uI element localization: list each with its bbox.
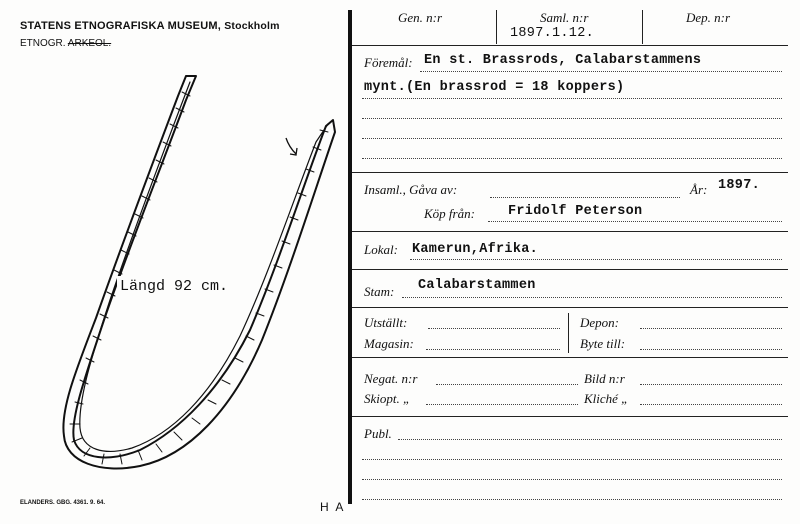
foremal-label: Föremål: (364, 55, 413, 70)
stam-value: Calabarstammen (418, 278, 536, 293)
dotted-line (362, 138, 782, 139)
dotted-line (426, 349, 560, 350)
department-archaeology-struck: ARKEOL. (67, 38, 112, 49)
lokal-label: Lokal: (364, 242, 398, 257)
dotted-line (410, 259, 782, 260)
divider (352, 357, 788, 358)
dotted-line (426, 404, 578, 405)
divider (352, 269, 788, 270)
dotted-line (640, 328, 782, 329)
card-spine (348, 10, 352, 504)
bild-nr-label: Bild n:r (584, 371, 625, 386)
handwritten-initials: H A (320, 500, 346, 514)
dotted-line (362, 118, 782, 119)
ar-label: År: (690, 182, 708, 197)
dotted-line (362, 459, 782, 460)
gen-nr-label: Gen. n:r (398, 10, 443, 25)
dotted-line (420, 71, 782, 72)
negat-nr-label: Negat. n:r (364, 371, 418, 386)
dep-nr-label: Dep. n:r (686, 10, 731, 25)
kop-fran-value: Fridolf Peterson (508, 204, 643, 219)
divider (496, 10, 497, 44)
kliche-label: Kliché „ (584, 391, 629, 406)
dotted-line (640, 384, 782, 385)
kop-fran-label: Köp från: (424, 206, 475, 221)
divider (642, 10, 643, 44)
divider (352, 45, 788, 46)
dotted-line (640, 349, 782, 350)
pointer-arrow-icon (286, 138, 297, 155)
dotted-line (402, 297, 782, 298)
insaml-label: Insaml., Gåva av: (364, 182, 458, 197)
dotted-line (488, 221, 782, 222)
byte-till-label: Byte till: (580, 336, 626, 351)
dotted-line (398, 439, 782, 440)
stam-label: Stam: (364, 284, 395, 299)
dotted-line (362, 479, 782, 480)
dotted-line (362, 98, 782, 99)
divider (352, 172, 788, 173)
divider (568, 313, 569, 353)
divider (352, 416, 788, 417)
magasin-label: Magasin: (364, 336, 414, 351)
dotted-line (428, 328, 560, 329)
skiopt-label: Skiopt. „ (364, 391, 411, 406)
lokal-value: Kamerun,Afrika. (412, 242, 539, 257)
dotted-line (436, 384, 578, 385)
publ-label: Publ. (364, 426, 392, 441)
utstallt-label: Utställt: (364, 315, 408, 330)
saml-nr-label: Saml. n:r (540, 10, 589, 25)
museum-city: Stockholm (224, 20, 280, 32)
dotted-line (640, 404, 782, 405)
depon-label: Depon: (580, 315, 619, 330)
dotted-line (362, 499, 782, 500)
length-annotation: Längd 92 cm. (117, 276, 231, 297)
dotted-line (490, 197, 680, 198)
department-ethnography: ETNOGR. (20, 38, 66, 49)
dotted-line (362, 158, 782, 159)
foremal-value-line1: En st. Brassrods, Calabarstammens (424, 53, 702, 68)
saml-nr-value: 1897.1.12. (510, 26, 595, 41)
divider (352, 231, 788, 232)
museum-name: STATENS ETNOGRAFISKA MUSEUM, (20, 20, 221, 32)
divider (352, 307, 788, 308)
ar-value: 1897. (718, 178, 761, 193)
brass-rod-drawing (0, 0, 348, 524)
printer-imprint: ELANDERS. GBG. 4361. 9. 64. (20, 500, 106, 506)
foremal-value-line2: mynt.(En brassrod = 18 koppers) (364, 80, 625, 95)
